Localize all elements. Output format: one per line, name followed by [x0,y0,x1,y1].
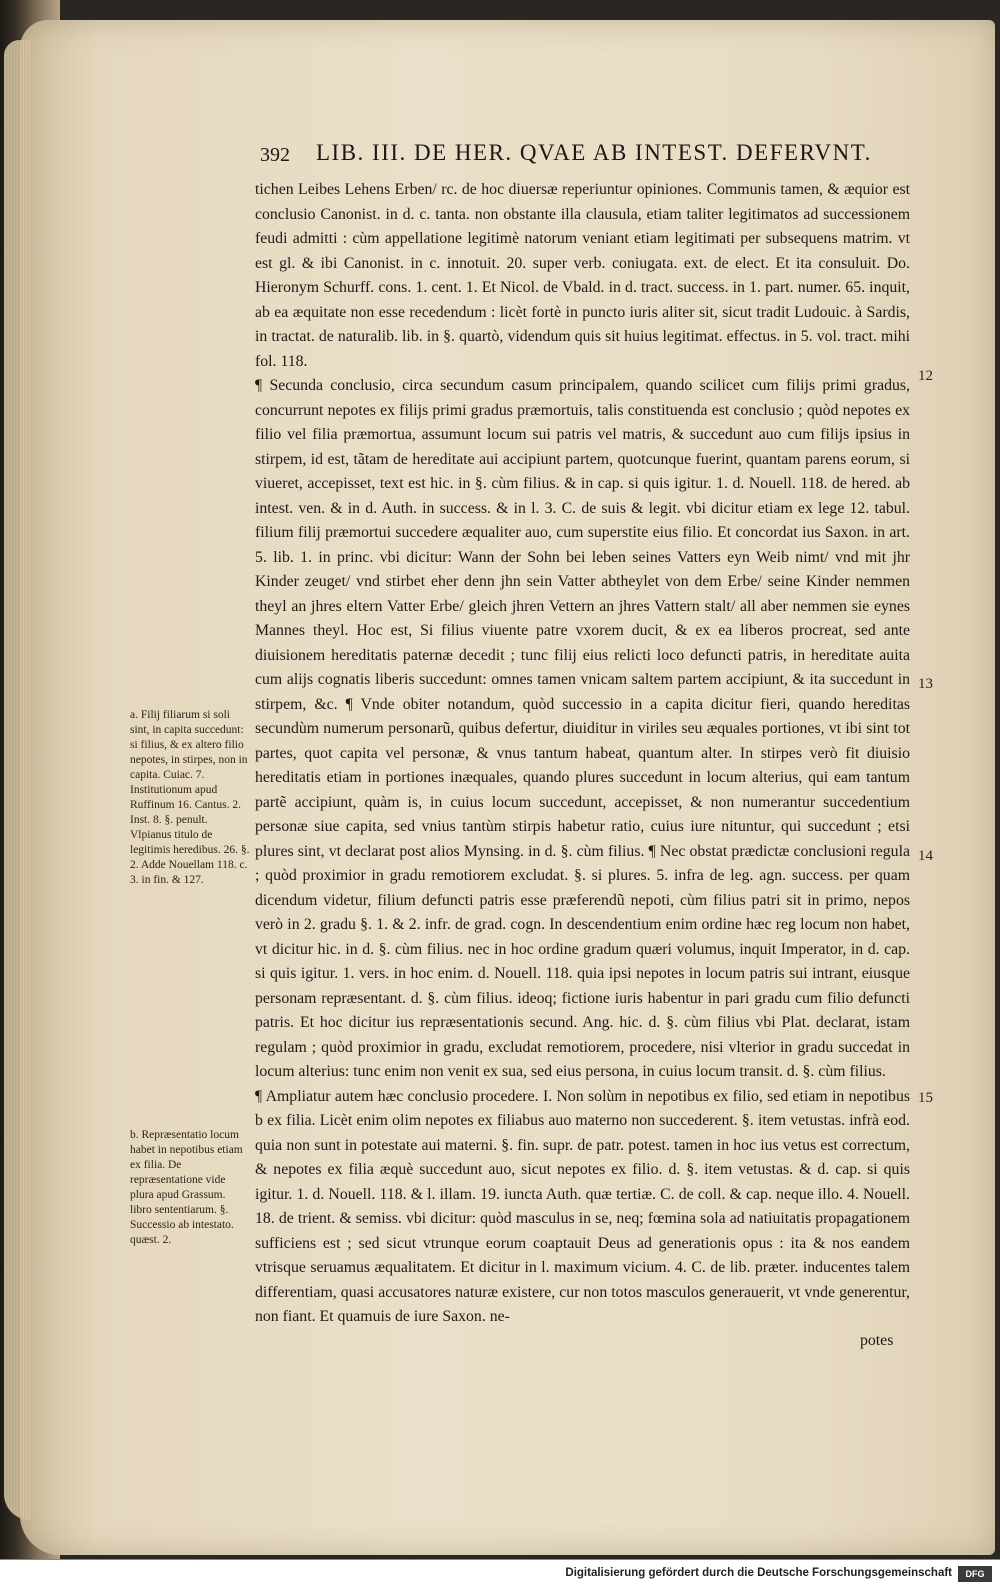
catchword: potes [860,1332,894,1349]
page-number: 392 [260,144,290,166]
margin-number-15: 15 [918,1090,933,1106]
margin-number-13: 13 [918,676,933,692]
dfg-logo: DFG [958,1566,992,1582]
paragraph-1: tichen Leibes Lehens Erben/ rc. de hoc diuersæ reperiuntur opiniones. Communis tamen, & æquior est conclusio Canonist. in d. c. tanta. non obstante illa clausula, etiam taliter legitimatos ad successionem feudi admitti : cùm appellatione legitimè natorum veniant etiam legitimati per subsequens matrim. vt est gl. & ibi Canonist. in c. innotuit. 20. super verb. coniugata. ext. de elect. Et ita consuluit. Do. Hieronym Schurff. cons. 1. cent. 1. Et Nicol. de Vbald. in d. tract. success. in 1. part. numer. 65. inquit, ab ea æquitate non esse recedendum : licèt fortè in puncto iuris aliter sit, sicut tradit Ludouic. à Sardis, in tractat. de naturalib. lib. in §. quartò, videndum quis sit huius legitimat. effectus. in 5. vol. tract. mihi fol. 118. [255,181,910,370]
paragraph-2: ¶ Secunda conclusio, circa secundum casum principalem, quando scilicet cum filijs primi gradus, concurrunt nepotes ex filijs primi gradus præmortuis, talis constituenda est conclusio ; quòd nepotes ex filio vel filia præmortua, assumunt locum sui patris vel matris, & succedunt auo cum filijs ipsius in stirpem, id est, tãtam de hereditate aui accipiunt partem, quotcunque fuerint, quantam parens eorum, si viueret, accepisset, text est hic. in §. cùm filius. & in cap. si quis igitur. 1. d. Nouell. 118. de hered. ab intest. ven. & in d. Auth. in success. & in l. 3. C. de suis & legit. vbi dicitur etiam ex lege 12. tabul. filium filij præmortui succedere æqualiter auo, cum superstite eius filio. Et concordat ius Saxon. in art. 5. lib. 1. in princ. vbi dicitur: Wann der Sohn bei leben seines Vatters eyn Weib nimt/ vnd mit jhr Kinder zeuget/ vnd stirbet eher denn jhn sein Vatter abtheylet von dem Erbe/ seine Kinder nemmen theyl an jhres eltern Vatter Erbe/ gleich jhren Vettern an jhres Vattern stalt/ all aber nemmen sie eynes Mannes theyl. Hoc est, Si filius viuente patre vxorem ducit, & ex ea liberos procreat, sed ante diuisionem hereditatis paternæ decedit ; tunc filij eius relicti loco defuncti patris, in hereditate auita cum alijs cognatis liberis succedunt: omnes tamen vnicam saltem partem accipiunt, & ita succedunt in stirpem, &c. ¶ Vnde obiter notandum, quòd successio in a capita dicitur fieri, quando hereditas secundùm numerum personarũ, quibus defertur, diuiditur in viriles seu æquales portiones, vt ibi sint tot partes, quot capita vel personæ, & vnus tantum habeat, quantum alter. In stirpes verò fit diuisio hereditatis etiam in portiones inæquales, quando plures succedunt in locum alterius, qui eam tantum partẽ accipiunt, quàm is, in cuius locum succedunt, accepisset, & non numerantur succedentium personæ siue capita, sed vnius tantùm stirpis habetur ratio, cuius iure nituntur, qui succedunt ; etsi plures sint, vt declarat post alios Mynsing. in d. §. cùm filius. ¶ Nec obstat prædictæ conclusioni regula ; quòd proximior in gradu remotiorem excludat. §. si plures. 5. infra de leg. agn. success. per quam dicendum videtur, filium defuncti patris esse præferendũ nepoti, cùm filius patri sit in primo, nepos verò in 2. gradu §. 1. & 2. infr. de grad. cogn. In descendentium enim ordine hæc reg locum non habet, vt dicitur hic. in d. §. cùm filius. nec in hoc ordine gradum quæri volumus, inquit Imperator, in d. cap. si quis igitur. 1. vers. in hoc enim. d. Nouell. 118. quia ipsi nepotes in locum patris sui intrant, eiusque personam repræsentant. d. §. cùm filius. ideoq; fictione iuris habentur in pari gradu cum filio defuncti patris. Et hoc dicitur ius repræsentationis secund. Ang. hic. d. §. cùm filius vbi Plat. declarat, istam regulam ; quòd proximior in gradu, excludat remotiorem, procedere, nisi vlterior in gradu succedat in locum alterius: tunc enim non venit ex sua, sed eius persona, in cuius locum transit. d. §. cùm filius. [255,377,910,1080]
paragraph-3: ¶ Ampliatur autem hæc conclusio procedere. I. Non solùm in nepotibus ex filio, sed etiam in nepotibus b ex filia. Licèt enim olim nepotes ex filiabus auo materno non succederent. §. item vetustas. infrà eod. quia non sunt in potestate aui materni. §. fin. supr. de patr. potest. tamen in hoc ius vetus est correctum, & nepotes ex filia æquè succedunt auo, sicut nepotes ex filio. d. §. item vetustas. & d. cap. si quis igitur. 1. d. Nouell. 118. & l. illam. 19. iuncta Auth. quæ tertiæ. C. de coll. & cap. neque illo. 4. Nouell. 18. de trient. & semiss. vbi dicitur: quòd masculus in se, neq; fœmina sola ad natiuitatis propagationem sufficiens est ; sed sicut vtrunque eorum coaptauit Deus ad generationis opus : ita & nos eandem vtrisque seruamus æqualitatem. Et dicitur in l. maximum vicium. 4. C. de lib. præter. inducentes talem differentiam, quasi accusatores naturæ existere, cur non totos masculos generauerit, vt vnde generentur, non fiant. Et quamuis de iure Saxon. ne- [255,1087,910,1325]
margin-note-b: b. Repræsentatio locum habet in nepotibus etiam ex filia. De repræsentatione vide plura apud Grassum. libro sententiarum. §. Successio ab intestato. quæst. 2. [130,1129,243,1246]
running-head: LIB. III. DE HER. QVAE AB INTEST. DEFERVNT. [316,140,872,165]
footer-credit: Digitalisierung gefördert durch die Deutsche Forschungsgemeinschaft [565,1567,952,1579]
margin-note-a: a. Filij filiarum si soli sint, in capita succedunt: si filius, & ex altero filio nepotes, in stirpes, non in capita. Cuiac. 7. Institutionum apud Ruffinum 16. Cantus. 2. Inst. 8. §. penult. Vlpianus titulo de legitimis heredibus. 26. §. 2. Adde Nouellam 118. c. 3. in fin. & 127. [130,709,250,886]
footer-bar [0,1559,1000,1588]
margin-number-12: 12 [918,368,933,384]
page-edges [4,40,30,1520]
page-header [260,138,900,178]
margin-number-14: 14 [918,848,933,864]
main-text [255,178,910,1330]
